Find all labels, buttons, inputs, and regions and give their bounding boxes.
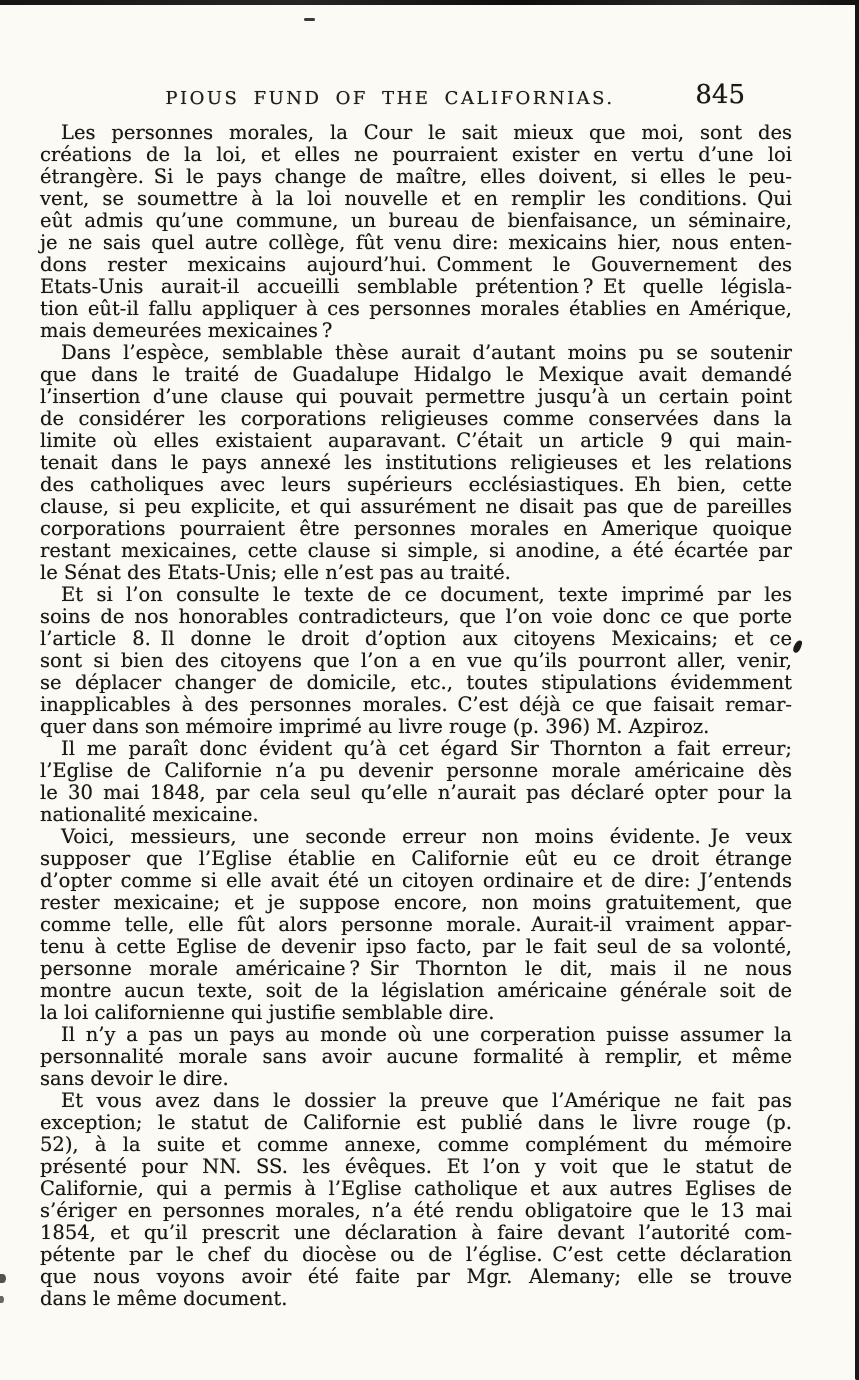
- running-head: [40, 80, 792, 114]
- paragraph: [40, 738, 792, 826]
- text-line: quer dans son mémoire imprimé au livre rouge (p. 396) M. Azpiroz.: [40, 715, 710, 738]
- text-line: d’opter comme si elle avait été un citoyen ordinaire et de dire: J’entends: [40, 869, 792, 892]
- page-title: PIOUS FUND OF THE CALIFORNIAS.: [165, 88, 615, 109]
- text-line: Il me paraît donc évident qu’à cet égard Sir Thornton a fait erreur;: [61, 737, 792, 760]
- text-line: rester mexicaine; et je suppose encore, non moins gratuitement, que: [40, 891, 792, 914]
- text-line: limite où elles existaient auparavant. C’était un article 9 qui main-: [40, 429, 792, 452]
- scan-artifact-dash: [304, 18, 315, 21]
- paragraph: [40, 1090, 792, 1310]
- text-line: Dans l’espèce, semblable thèse aurait d’autant moins pu se soutenir: [61, 341, 792, 364]
- text-line: sont si bien des citoyens que l’on a en vue qu’ils pourront aller, venir,: [40, 649, 792, 672]
- text-line: restant mexicaines, cette clause si simple, si anodine, a été écartée par: [40, 539, 792, 562]
- text-line: Les personnes morales, la Cour le sait mieux que moi, sont des: [61, 121, 792, 144]
- scan-artifact-ink-mark: [792, 639, 803, 654]
- text-line: corporations pourraient être personnes morales en Amerique quoique: [40, 517, 792, 540]
- text-line: Et vous avez dans le dossier la preuve que l’Amérique ne fait pas: [61, 1089, 792, 1112]
- text-line: eût admis qu’une commune, un bureau de bienfaisance, un séminaire,: [40, 209, 792, 232]
- text-line: le Sénat des Etats-Unis; elle n’est pas au traité.: [40, 561, 511, 584]
- text-line: pétente par le chef du diocèse ou de l’église. C’est cette déclaration: [40, 1243, 792, 1266]
- text-line: tion eût-il fallu appliquer à ces personnes morales établies en Amérique,: [40, 297, 792, 320]
- text-line: montre aucun texte, soit de la législation américaine générale soit de: [40, 979, 792, 1002]
- text-line: je ne sais quel autre collège, fût venu dire: mexicains hier, nous enten-: [40, 231, 792, 254]
- text-line: que dans le traité de Guadalupe Hidalgo le Mexique avait demandé: [40, 363, 792, 386]
- page-body: [40, 122, 792, 1310]
- scan-artifact-speck: [0, 1296, 4, 1303]
- text-line: mais demeurées mexicaines ?: [40, 319, 333, 342]
- text-line: exception; le statut de Californie est publié dans le livre rouge (p.: [40, 1111, 792, 1134]
- scan-edge-right: [855, 4, 859, 1380]
- text-line: inapplicables à des personnes morales. C’est déjà ce que faisait remar-: [40, 693, 792, 716]
- paragraph: [40, 1024, 792, 1090]
- text-line: de considérer les corporations religieuses comme conservées dans la: [40, 407, 792, 430]
- text-line: Et si l’on consulte le texte de ce document, texte imprimé par les: [61, 583, 792, 606]
- text-line: tenu à cette Eglise de devenir ipso facto, par le fait seul de sa volonté,: [40, 935, 792, 958]
- text-line: se déplacer changer de domicile, etc., toutes stipulations évidemment: [40, 671, 792, 694]
- text-line: vent, se soumettre à la loi nouvelle et en remplir les conditions. Qui: [40, 187, 792, 210]
- text-line: l’Eglise de Californie n’a pu devenir personne morale américaine dès: [40, 759, 792, 782]
- text-line: Voici, messieurs, une seconde erreur non moins évidente. Je veux: [61, 825, 792, 848]
- text-line: 1854, et qu’il prescrit une déclaration à faire devant l’autorité com-: [40, 1221, 792, 1244]
- text-line: tenait dans le pays annexé les institutions religieuses et les relations: [40, 451, 792, 474]
- text-line: sans devoir le dire.: [40, 1067, 229, 1090]
- paragraph: [40, 122, 792, 342]
- text-line: comme telle, elle fût alors personne morale. Aurait-il vraiment appar-: [40, 913, 792, 936]
- text-line: nationalité mexicaine.: [40, 803, 259, 826]
- text-line: présenté pour NN. SS. les évêques. Et l’on y voit que le statut de: [40, 1155, 792, 1178]
- paragraph: [40, 342, 792, 584]
- text-line: l’insertion d’une clause qui pouvait permettre jusqu’à un certain point: [40, 385, 792, 408]
- text-line: Californie, qui a permis à l’Eglise catholique et aux autres Eglises de: [40, 1177, 792, 1200]
- text-line: des catholiques avec leurs supérieurs ecclésiastiques. Eh bien, cette: [40, 473, 792, 496]
- page-number: 845: [695, 80, 745, 110]
- paragraph: [40, 584, 792, 738]
- text-line: que nous voyons avoir été faite par Mgr. Alemany; elle se trouve: [40, 1265, 792, 1288]
- text-line: créations de la loi, et elles ne pourraient exister en vertu d’une loi: [40, 143, 792, 166]
- text-line: l’article 8. Il donne le droit d’option aux citoyens Mexicains; et ce: [40, 627, 792, 650]
- scan-edge-top: [0, 0, 859, 5]
- text-line: soins de nos honorables contradicteurs, que l’on voie donc ce que porte: [40, 605, 792, 628]
- text-line: Il n’y a pas un pays au monde où une corperation puisse assumer la: [61, 1023, 792, 1046]
- text-line: 52), à la suite et comme annexe, comme complément du mémoire: [40, 1133, 792, 1156]
- paragraph: [40, 826, 792, 1024]
- scan-artifact-speck: [0, 1274, 6, 1283]
- text-line: s’ériger en personnes morales, n’a été rendu obligatoire que le 13 mai: [40, 1199, 792, 1222]
- text-line: dans le même document.: [40, 1287, 288, 1310]
- text-line: Etats-Unis aurait-il accueilli semblable prétention ? Et quelle législa-: [40, 275, 792, 298]
- text-line: la loi californienne qui justifie semblable dire.: [40, 1001, 495, 1024]
- text-line: personne morale américaine ? Sir Thornton le dit, mais il ne nous: [40, 957, 792, 980]
- text-line: supposer que l’Eglise établie en Californie eût eu ce droit étrange: [40, 847, 792, 870]
- text-line: dons rester mexicains aujourd’hui. Comment le Gouvernement des: [40, 253, 792, 276]
- text-line: personnalité morale sans avoir aucune formalité à remplir, et même: [40, 1045, 792, 1068]
- text-line: clause, si peu explicite, et qui assurément ne disait pas que de pareilles: [40, 495, 792, 518]
- text-line: le 30 mai 1848, par cela seul qu’elle n’aurait pas déclaré opter pour la: [40, 781, 792, 804]
- text-line: étrangère. Si le pays change de maître, elles doivent, si elles le peu-: [40, 165, 792, 188]
